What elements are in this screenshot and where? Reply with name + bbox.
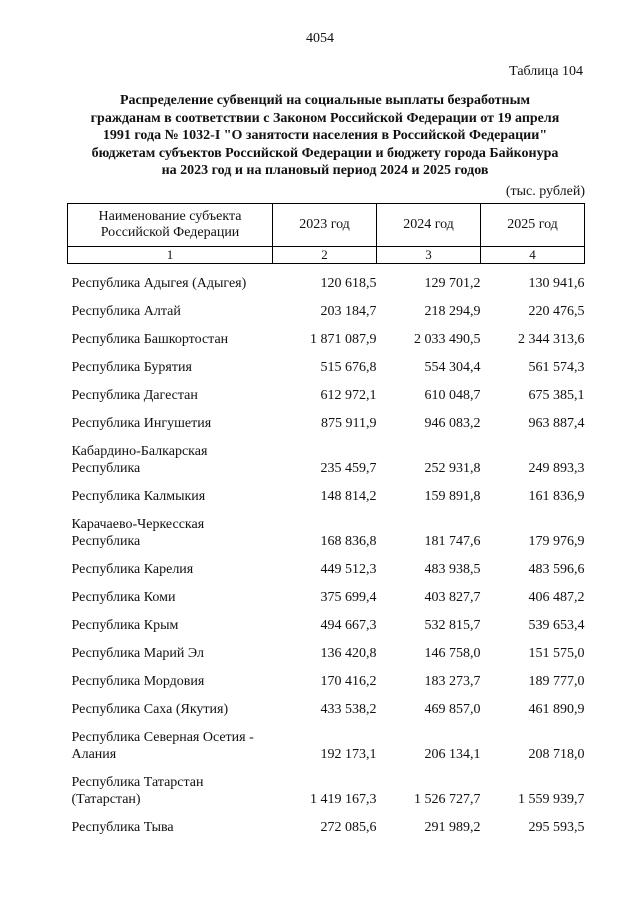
value-2023: 1 419 167,3	[310, 792, 377, 807]
region-name: Республика Мордовия	[71, 674, 205, 689]
table-row	[68, 376, 585, 404]
value-2025: 161 836,9	[528, 489, 585, 504]
value-2023: 235 459,7	[320, 461, 377, 476]
value-2024: 181 747,6	[424, 534, 481, 549]
table-row	[68, 292, 585, 320]
value-2023: 515 676,8	[320, 360, 377, 375]
value-2025: 189 777,0	[528, 674, 585, 689]
value-2024: 159 891,8	[424, 489, 481, 504]
value-2024: 218 294,9	[424, 304, 481, 319]
value-2025: 151 575,0	[528, 646, 585, 661]
region-name: Республика Бурятия	[71, 360, 192, 375]
region-name: Республика Северная Осетия - Алания	[71, 730, 254, 762]
value-2023: 375 699,4	[320, 590, 377, 605]
header-2025: 2025 год	[481, 204, 585, 247]
table-header	[68, 204, 585, 264]
value-2025: 179 976,9	[528, 534, 585, 549]
table-row	[68, 320, 585, 348]
region-name: Республика Адыгея (Адыгея)	[71, 276, 247, 291]
value-2024: 483 938,5	[424, 562, 481, 577]
value-2024: 2 033 490,5	[414, 332, 481, 347]
region-name: Республика Башкортостан	[71, 332, 229, 347]
title-line: гражданам в соответствии с Законом Российской Федерации от 19 апреля	[90, 110, 560, 126]
value-2025: 963 887,4	[528, 416, 585, 431]
table-row	[68, 634, 585, 662]
region-name: Карачаево-Черкесская Республика	[71, 517, 205, 549]
value-2025: 208 718,0	[528, 747, 585, 762]
value-2025: 130 941,6	[528, 276, 585, 291]
region-name: Республика Калмыкия	[71, 489, 206, 504]
value-2024: 532 815,7	[424, 618, 481, 633]
value-2025: 2 344 313,6	[518, 332, 585, 347]
table-row	[68, 662, 585, 690]
value-2024: 554 304,4	[424, 360, 481, 375]
value-2023: 1 871 087,9	[310, 332, 377, 347]
column-number: 2	[273, 247, 377, 264]
column-number: 1	[68, 247, 273, 264]
title-line: 1991 года № 1032-I "О занятости населения в Российской Федерации"	[102, 128, 548, 143]
title-line: Распределение субвенций на социальные выплаты безработным	[119, 93, 531, 108]
table-row	[68, 763, 585, 808]
region-name: Республика Татарстан (Татарстан)	[71, 775, 204, 807]
column-number: 3	[377, 247, 481, 264]
value-2024: 946 083,2	[424, 416, 481, 431]
value-2023: 136 420,8	[320, 646, 377, 661]
title-line: бюджетам субъектов Российской Федерации и бюджету города Байконура	[91, 145, 559, 161]
column-number: 4	[481, 247, 585, 264]
document-title	[60, 92, 590, 180]
value-2024: 206 134,1	[424, 747, 481, 762]
value-2024: 403 827,7	[424, 590, 481, 605]
subsidy-table	[67, 203, 585, 836]
table-row	[68, 578, 585, 606]
value-2025: 675 385,1	[528, 388, 585, 403]
table-row	[68, 432, 585, 477]
units-note: (тыс. рублей)	[505, 184, 585, 199]
value-2024: 610 048,7	[424, 388, 481, 403]
region-name: Республика Коми	[71, 590, 176, 605]
value-2025: 406 487,2	[528, 590, 585, 605]
header-2023: 2023 год	[273, 204, 377, 247]
value-2023: 170 416,2	[320, 674, 377, 689]
table-row	[68, 348, 585, 376]
value-2025: 220 476,5	[528, 304, 585, 319]
table-row	[68, 477, 585, 505]
region-name: Республика Ингушетия	[71, 416, 212, 431]
region-name: Республика Алтай	[71, 304, 181, 319]
value-2023: 494 667,3	[320, 618, 377, 633]
value-2023: 875 911,9	[321, 416, 377, 431]
value-2024: 291 989,2	[424, 820, 481, 835]
table-row	[68, 808, 585, 836]
table-row	[68, 606, 585, 634]
value-2024: 252 931,8	[424, 461, 481, 476]
value-2025: 561 574,3	[528, 360, 585, 375]
value-2025: 249 893,3	[528, 461, 585, 476]
region-name: Кабардино-Балкарская Республика	[71, 444, 208, 476]
value-2023: 272 085,6	[320, 820, 377, 835]
value-2023: 433 538,2	[320, 702, 377, 717]
title-line: на 2023 год и на плановый период 2024 и 2025 годов	[161, 163, 489, 178]
table-row	[68, 404, 585, 432]
value-2023: 168 836,8	[320, 534, 377, 549]
value-2023: 612 972,1	[320, 388, 377, 403]
value-2023: 203 184,7	[320, 304, 377, 319]
value-2024: 129 701,2	[424, 276, 481, 291]
page-number: 4054	[306, 31, 334, 46]
region-name: Республика Марий Эл	[71, 646, 204, 661]
value-2023: 120 618,5	[320, 276, 377, 291]
value-2025: 1 559 939,7	[518, 792, 585, 807]
header-2024: 2024 год	[377, 204, 481, 247]
value-2024: 469 857,0	[424, 702, 481, 717]
value-2024: 1 526 727,7	[414, 792, 481, 807]
header-region: Наименование субъекта Российской Федерации	[68, 204, 273, 247]
region-name: Республика Карелия	[71, 562, 194, 577]
value-2024: 146 758,0	[424, 646, 481, 661]
table-row	[68, 690, 585, 718]
value-2024: 183 273,7	[424, 674, 481, 689]
value-2025: 295 593,5	[528, 820, 585, 835]
table-row	[68, 264, 585, 293]
value-2023: 449 512,3	[320, 562, 377, 577]
value-2023: 148 814,2	[320, 489, 377, 504]
table-row	[68, 550, 585, 578]
region-name: Республика Тыва	[71, 820, 174, 835]
region-name: Республика Дагестан	[71, 388, 198, 403]
value-2025: 483 596,6	[528, 562, 585, 577]
table-row	[68, 718, 585, 763]
region-name: Республика Саха (Якутия)	[71, 702, 229, 717]
table-row	[68, 505, 585, 550]
value-2025: 461 890,9	[528, 702, 585, 717]
region-name: Республика Крым	[71, 618, 179, 633]
table-body	[68, 264, 585, 837]
table-label: Таблица 104	[509, 64, 583, 79]
value-2023: 192 173,1	[320, 747, 377, 762]
value-2025: 539 653,4	[528, 618, 585, 633]
